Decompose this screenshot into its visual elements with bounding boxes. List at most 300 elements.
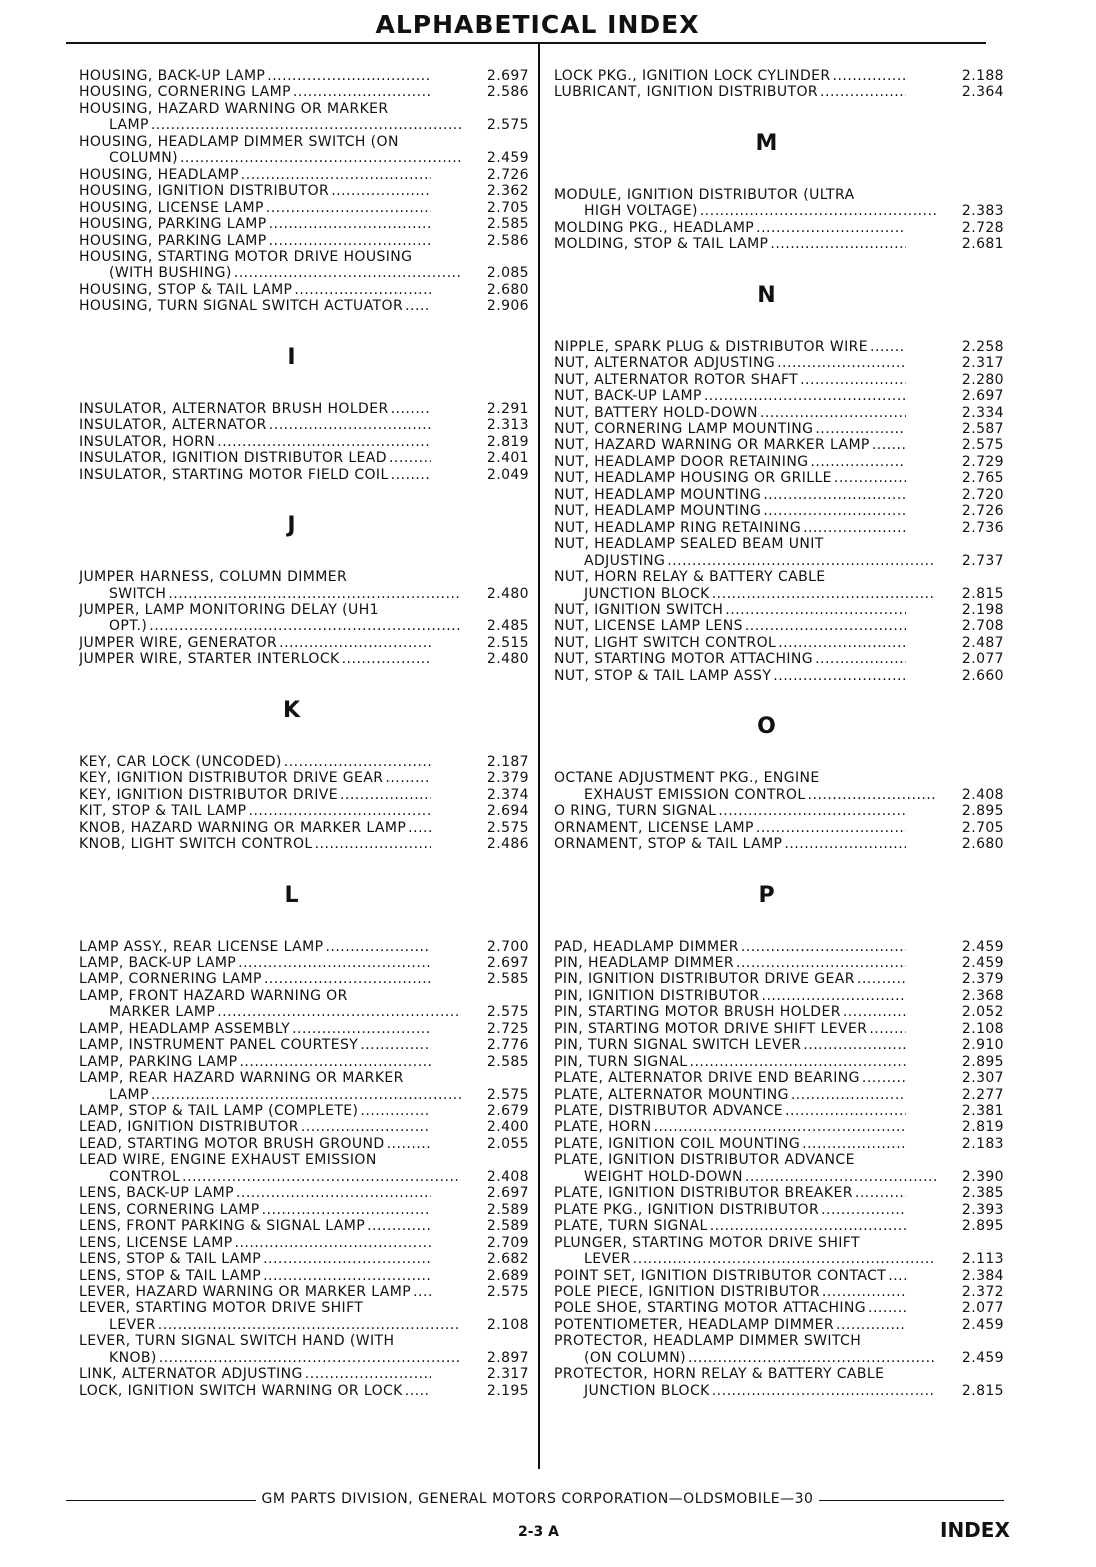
- entry-page-number: 2.480: [486, 651, 529, 668]
- entry-page-number: 2.697: [486, 954, 529, 971]
- entry-page-number: 2.575: [961, 437, 1004, 454]
- index-entry: [79, 249, 529, 282]
- index-entry: [554, 971, 1004, 987]
- entry-label: NUT, HEADLAMP RING RETAINING: [554, 519, 802, 536]
- entry-page-number: 2.408: [486, 1168, 529, 1185]
- index-entry: [79, 1251, 529, 1267]
- index-entry: [79, 770, 529, 786]
- entry-page-number: 2.362: [486, 183, 529, 200]
- page-number: 2-3 A: [518, 1524, 560, 1540]
- index-entry: [79, 450, 529, 466]
- index-entry: [554, 520, 1004, 536]
- index-entry: [79, 820, 529, 836]
- index-section: [554, 853, 1004, 1400]
- entry-page-number: 2.680: [486, 281, 529, 298]
- index-entry: [79, 1366, 529, 1382]
- index-entry: [79, 134, 529, 167]
- entry-label: NUT, HORN RELAY & BATTERY CABLE: [554, 569, 826, 586]
- section-letter: K: [282, 697, 301, 723]
- index-entry: [554, 437, 1004, 453]
- footer-publisher: [0, 1491, 1075, 1507]
- entry-label: NUT, HEADLAMP MOUNTING: [554, 486, 762, 503]
- entry-page-number: 2.195: [486, 1382, 529, 1399]
- entry-label: LOCK PKG., IGNITION LOCK CYLINDER: [554, 68, 831, 84]
- entry-label: LAMP ASSY., REAR LICENSE LAMP: [79, 938, 324, 955]
- entry-page-number: 2.589: [486, 1201, 529, 1218]
- index-entry: [79, 754, 529, 770]
- index-entry: [79, 183, 529, 199]
- entry-page-number: 2.480: [486, 585, 529, 602]
- index-entry: [79, 216, 529, 232]
- entry-page-number: 2.689: [486, 1267, 529, 1284]
- entry-page-number: 2.575: [486, 1004, 529, 1021]
- entry-label: LAMP: [109, 117, 149, 134]
- entry-page-number: 2.776: [486, 1037, 529, 1054]
- index-entry: [554, 536, 1004, 569]
- entry-label: PLUNGER, STARTING MOTOR DRIVE SHIFT: [554, 1234, 860, 1251]
- entry-page-number: 2.736: [961, 519, 1004, 536]
- entry-page-number: 2.726: [961, 503, 1004, 520]
- entry-label: NUT, HEADLAMP MOUNTING: [554, 503, 762, 520]
- entry-label: KNOB): [109, 1349, 157, 1366]
- index-section: [554, 68, 1004, 101]
- page-title: ALPHABETICAL INDEX: [375, 10, 700, 39]
- index-entry: [554, 1070, 1004, 1086]
- entry-page-number: 2.258: [961, 338, 1004, 355]
- entry-page-number: 2.586: [486, 84, 529, 101]
- index-entry: [554, 1284, 1004, 1300]
- entry-label: JUNCTION BLOCK: [584, 1382, 710, 1399]
- index-entry: [554, 421, 1004, 437]
- entry-page-number: 2.660: [961, 667, 1004, 684]
- entry-label: PIN, STARTING MOTOR DRIVE SHIFT LEVER: [554, 1020, 868, 1037]
- index-entry: [79, 68, 529, 84]
- entry-page-number: 2.108: [961, 1020, 1004, 1037]
- entry-label: LEAD WIRE, ENGINE EXHAUST EMISSION: [79, 1152, 377, 1169]
- entry-label: HOUSING, PARKING LAMP: [79, 216, 267, 233]
- index-section: [79, 668, 529, 853]
- entry-label: JUMPER HARNESS, COLUMN DIMMER: [79, 569, 348, 586]
- entry-page-number: 2.587: [961, 420, 1004, 437]
- index-entry: [79, 1152, 529, 1185]
- entry-page-number: 2.682: [486, 1251, 529, 1268]
- entry-page-number: 2.815: [961, 1382, 1004, 1399]
- entry-page-number: 2.709: [486, 1234, 529, 1251]
- entry-page-number: 2.575: [486, 1086, 529, 1103]
- entry-page-number: 2.910: [961, 1037, 1004, 1054]
- entry-page-number: 2.697: [961, 388, 1004, 405]
- entry-label: NUT, HEADLAMP HOUSING OR GRILLE: [554, 470, 832, 487]
- entry-page-number: 2.725: [486, 1020, 529, 1037]
- index-entry: [554, 1300, 1004, 1316]
- section-letter: O: [757, 714, 776, 740]
- entry-page-number: 2.374: [486, 786, 529, 803]
- index-entry: [79, 1300, 529, 1333]
- footer-publisher-text: GM PARTS DIVISION, GENERAL MOTORS CORPORATION—OLDSMOBILE—30: [256, 1491, 820, 1507]
- entry-page-number: 2.459: [961, 1349, 1004, 1366]
- index-entry: [554, 1218, 1004, 1234]
- entry-page-number: 2.383: [961, 203, 1004, 220]
- entry-label: NUT, STARTING MOTOR ATTACHING: [554, 651, 814, 668]
- entry-label: POINT SET, IGNITION DISTRIBUTOR CONTACT: [554, 1267, 887, 1284]
- entry-page-number: 2.317: [486, 1366, 529, 1383]
- entry-page-number: 2.729: [961, 453, 1004, 470]
- entry-page-number: 2.720: [961, 486, 1004, 503]
- entry-page-number: 2.307: [961, 1070, 1004, 1087]
- entry-page-number: 2.680: [961, 836, 1004, 853]
- entry-page-number: 2.077: [961, 1300, 1004, 1317]
- index-entry: [554, 1054, 1004, 1070]
- index-section: [79, 68, 529, 315]
- entry-label: LAMP, PARKING LAMP: [79, 1053, 238, 1070]
- entry-label: NUT, HEADLAMP SEALED BEAM UNIT: [554, 536, 824, 553]
- entry-page-number: 2.317: [961, 355, 1004, 372]
- entry-page-number: 2.052: [961, 1004, 1004, 1021]
- entry-label: LUBRICANT, IGNITION DISTRIBUTOR: [554, 84, 819, 101]
- left-column: [79, 68, 529, 1399]
- entry-page-number: 2.385: [961, 1185, 1004, 1202]
- entry-label: HOUSING, PARKING LAMP: [79, 232, 267, 249]
- entry-label: LOCK, IGNITION SWITCH WARNING OR LOCK: [79, 1382, 403, 1399]
- entry-label: PLATE, DISTRIBUTOR ADVANCE: [554, 1103, 784, 1120]
- index-entry: [554, 618, 1004, 634]
- index-entry: [79, 787, 529, 803]
- entry-page-number: 2.815: [961, 585, 1004, 602]
- entry-label: LENS, BACK-UP LAMP: [79, 1185, 234, 1202]
- entry-label: JUNCTION BLOCK: [584, 585, 710, 602]
- index-section: [554, 684, 1004, 852]
- entry-page-number: 2.368: [961, 987, 1004, 1004]
- index-entry: [554, 770, 1004, 803]
- entry-page-number: 2.737: [961, 552, 1004, 569]
- entry-label: LAMP, CORNERING LAMP: [79, 971, 262, 988]
- entry-label: PLATE, HORN: [554, 1119, 652, 1136]
- entry-label: INSULATOR, IGNITION DISTRIBUTOR LEAD: [79, 450, 387, 467]
- entry-label: EXHAUST EMISSION CONTROL: [584, 786, 806, 803]
- index-section: [79, 315, 529, 483]
- entry-label: LAMP, HEADLAMP ASSEMBLY: [79, 1020, 291, 1037]
- entry-page-number: 2.515: [486, 634, 529, 651]
- entry-label: SWITCH: [109, 585, 167, 602]
- entry-label: HOUSING, HEADLAMP: [79, 166, 239, 183]
- entry-label: LEAD, STARTING MOTOR BRUSH GROUND: [79, 1135, 385, 1152]
- entry-label: KNOB, LIGHT SWITCH CONTROL: [79, 836, 313, 853]
- entry-label: HOUSING, CORNERING LAMP: [79, 84, 291, 101]
- index-entry: [554, 1136, 1004, 1152]
- entry-page-number: 2.291: [486, 400, 529, 417]
- section-letter: L: [284, 882, 299, 908]
- entry-label: HOUSING, IGNITION DISTRIBUTOR: [79, 183, 330, 200]
- index-entry: [554, 569, 1004, 602]
- index-entry: [554, 454, 1004, 470]
- index-entry: [79, 1284, 529, 1300]
- entry-label: LEVER, HAZARD WARNING OR MARKER LAMP: [79, 1284, 412, 1301]
- entry-page-number: 2.765: [961, 470, 1004, 487]
- index-entry: [554, 1333, 1004, 1366]
- section-letter: M: [755, 130, 778, 156]
- entry-page-number: 2.390: [961, 1168, 1004, 1185]
- entry-page-number: 2.485: [486, 618, 529, 635]
- index-entry: [554, 1037, 1004, 1053]
- entry-label: JUMPER, LAMP MONITORING DELAY (UH1: [79, 601, 379, 618]
- entry-page-number: 2.575: [486, 117, 529, 134]
- index-entry: [554, 187, 1004, 220]
- entry-page-number: 2.384: [961, 1267, 1004, 1284]
- entry-label: NUT, BATTERY HOLD-DOWN: [554, 404, 758, 421]
- entry-page-number: 2.679: [486, 1103, 529, 1120]
- entry-label: HOUSING, TURN SIGNAL SWITCH ACTUATOR: [79, 298, 404, 315]
- entry-page-number: 2.372: [961, 1284, 1004, 1301]
- entry-page-number: 2.393: [961, 1201, 1004, 1218]
- entry-label: ORNAMENT, LICENSE LAMP: [554, 819, 754, 836]
- index-entry: [554, 1235, 1004, 1268]
- section-letter: N: [757, 282, 776, 308]
- entry-page-number: 2.585: [486, 1053, 529, 1070]
- entry-label: LEVER: [584, 1251, 631, 1268]
- index-entry: [554, 220, 1004, 236]
- entry-label: O RING, TURN SIGNAL: [554, 803, 717, 820]
- entry-label: LAMP, FRONT HAZARD WARNING OR: [79, 987, 348, 1004]
- entry-label: PROTECTOR, HEADLAMP DIMMER SWITCH: [554, 1333, 862, 1350]
- entry-page-number: 2.381: [961, 1103, 1004, 1120]
- entry-page-number: 2.459: [961, 1316, 1004, 1333]
- index-entry: [79, 1103, 529, 1119]
- entry-label: HOUSING, BACK-UP LAMP: [79, 68, 266, 84]
- entry-page-number: 2.895: [961, 1218, 1004, 1235]
- entry-label: PLATE PKG., IGNITION DISTRIBUTOR: [554, 1201, 820, 1218]
- entry-page-number: 2.187: [486, 753, 529, 770]
- entry-label: NUT, ALTERNATOR ADJUSTING: [554, 355, 776, 372]
- entry-label: PLATE, ALTERNATOR MOUNTING: [554, 1086, 789, 1103]
- index-entry: [554, 1317, 1004, 1333]
- entry-page-number: 2.280: [961, 371, 1004, 388]
- entry-label: NUT, LIGHT SWITCH CONTROL: [554, 634, 777, 651]
- index-entry: [554, 68, 1004, 84]
- index-entry: [554, 836, 1004, 852]
- entry-label: LEAD, IGNITION DISTRIBUTOR: [79, 1119, 299, 1136]
- index-section: [554, 253, 1004, 685]
- entry-page-number: 2.183: [961, 1135, 1004, 1152]
- entry-label: OCTANE ADJUSTMENT PKG., ENGINE: [554, 770, 820, 787]
- entry-page-number: 2.575: [486, 1284, 529, 1301]
- index-entry: [79, 1235, 529, 1251]
- entry-label: INSULATOR, STARTING MOTOR FIELD COIL: [79, 466, 389, 483]
- entry-label: PLATE, IGNITION DISTRIBUTOR ADVANCE: [554, 1152, 855, 1169]
- entry-label: NUT, STOP & TAIL LAMP ASSY: [554, 667, 772, 684]
- entry-label: LENS, CORNERING LAMP: [79, 1201, 260, 1218]
- entry-label: KNOB, HAZARD WARNING OR MARKER LAMP: [79, 819, 407, 836]
- entry-label: PIN, TURN SIGNAL SWITCH LEVER: [554, 1037, 802, 1054]
- entry-label: NUT, LICENSE LAMP LENS: [554, 618, 743, 635]
- index-entry: [554, 470, 1004, 486]
- index-entry: [554, 503, 1004, 519]
- entry-page-number: 2.585: [486, 216, 529, 233]
- entry-page-number: 2.589: [486, 1218, 529, 1235]
- entry-label: NUT, CORNERING LAMP MOUNTING: [554, 420, 814, 437]
- index-entry: [79, 298, 529, 314]
- entry-label: MODULE, IGNITION DISTRIBUTOR (ULTRA: [554, 186, 855, 203]
- index-entry: [79, 1136, 529, 1152]
- index-entry: [554, 1004, 1004, 1020]
- entry-page-number: 2.379: [486, 770, 529, 787]
- entry-label: PIN, IGNITION DISTRIBUTOR DRIVE GEAR: [554, 971, 855, 988]
- entry-page-number: 2.277: [961, 1086, 1004, 1103]
- entry-page-number: 2.708: [961, 618, 1004, 635]
- entry-label: OPT.): [109, 618, 148, 635]
- entry-label: KIT, STOP & TAIL LAMP: [79, 803, 247, 820]
- index-entry: [79, 988, 529, 1021]
- entry-label: KEY, IGNITION DISTRIBUTOR DRIVE GEAR: [79, 770, 384, 787]
- index-entry: [79, 1070, 529, 1103]
- index-entry: [79, 282, 529, 298]
- entry-page-number: 2.085: [486, 265, 529, 282]
- entry-page-number: 2.055: [486, 1135, 529, 1152]
- entry-label: LENS, STOP & TAIL LAMP: [79, 1267, 262, 1284]
- entry-label: INSULATOR, ALTERNATOR: [79, 417, 267, 434]
- index-entry: [79, 1037, 529, 1053]
- entry-label: LENS, FRONT PARKING & SIGNAL LAMP: [79, 1218, 366, 1235]
- entry-label: PLATE, ALTERNATOR DRIVE END BEARING: [554, 1070, 860, 1087]
- index-entry: [79, 167, 529, 183]
- index-entry: [79, 1383, 529, 1399]
- entry-label: PLATE, IGNITION COIL MOUNTING: [554, 1135, 801, 1152]
- entry-label: MOLDING, STOP & TAIL LAMP: [554, 236, 769, 253]
- entry-label: MOLDING PKG., HEADLAMP: [554, 219, 755, 236]
- index-section: [79, 853, 529, 1400]
- entry-label: NUT, IGNITION SWITCH: [554, 601, 724, 618]
- index-entry: [554, 635, 1004, 651]
- entry-label: JUMPER WIRE, STARTER INTERLOCK: [79, 651, 340, 668]
- entry-page-number: 2.459: [961, 938, 1004, 955]
- entry-label: NUT, ALTERNATOR ROTOR SHAFT: [554, 371, 799, 388]
- entry-page-number: 2.906: [486, 298, 529, 315]
- entry-page-number: 2.049: [486, 466, 529, 483]
- index-entry: [79, 401, 529, 417]
- entry-page-number: 2.585: [486, 971, 529, 988]
- index-entry: [79, 939, 529, 955]
- index-entry: [79, 417, 529, 433]
- index-entry: [554, 1087, 1004, 1103]
- index-entry: [79, 1333, 529, 1366]
- entry-page-number: 2.334: [961, 404, 1004, 421]
- right-column: [554, 68, 1004, 1399]
- entry-page-number: 2.681: [961, 236, 1004, 253]
- entry-page-number: 2.408: [961, 786, 1004, 803]
- index-entry: [554, 1202, 1004, 1218]
- index-entry: [79, 1054, 529, 1070]
- index-entry: [79, 1268, 529, 1284]
- section-letter: P: [758, 882, 775, 908]
- entry-label: ADJUSTING: [584, 552, 666, 569]
- entry-page-number: 2.705: [961, 819, 1004, 836]
- index-entry: [79, 803, 529, 819]
- index-entry: [554, 236, 1004, 252]
- index-entry: [79, 635, 529, 651]
- entry-label: POTENTIOMETER, HEADLAMP DIMMER: [554, 1316, 835, 1333]
- entry-label: MARKER LAMP: [109, 1004, 216, 1021]
- entry-label: POLE PIECE, IGNITION DISTRIBUTOR: [554, 1284, 820, 1301]
- section-letter: I: [287, 344, 296, 370]
- entry-label: HOUSING, LICENSE LAMP: [79, 199, 264, 216]
- entry-page-number: 2.077: [961, 651, 1004, 668]
- section-label: INDEX: [940, 1518, 1010, 1542]
- index-entry: [554, 405, 1004, 421]
- index-entry: [79, 1119, 529, 1135]
- entry-label: NIPPLE, SPARK PLUG & DISTRIBUTOR WIRE: [554, 338, 869, 355]
- index-entry: [79, 1218, 529, 1234]
- entry-label: HOUSING, STARTING MOTOR DRIVE HOUSING: [79, 248, 413, 265]
- entry-label: LAMP, INSTRUMENT PANEL COURTESY: [79, 1037, 359, 1054]
- entry-label: LAMP, STOP & TAIL LAMP (COMPLETE): [79, 1103, 359, 1120]
- index-entry: [554, 1366, 1004, 1399]
- entry-page-number: 2.400: [486, 1119, 529, 1136]
- entry-page-number: 2.188: [961, 68, 1004, 84]
- index-entry: [79, 200, 529, 216]
- entry-label: JUMPER WIRE, GENERATOR: [79, 634, 278, 651]
- index-entry: [79, 602, 529, 635]
- entry-page-number: 2.486: [486, 836, 529, 853]
- index-entry: [554, 372, 1004, 388]
- entry-label: PIN, IGNITION DISTRIBUTOR: [554, 987, 760, 1004]
- index-entry: [79, 84, 529, 100]
- entry-label: PIN, HEADLAMP DIMMER: [554, 954, 734, 971]
- entry-label: (WITH BUSHING): [109, 265, 232, 282]
- entry-label: CONTROL: [109, 1168, 181, 1185]
- index-entry: [554, 988, 1004, 1004]
- entry-label: LAMP, BACK-UP LAMP: [79, 954, 237, 971]
- entry-page-number: 2.897: [486, 1349, 529, 1366]
- entry-page-number: 2.694: [486, 803, 529, 820]
- entry-label: LENS, STOP & TAIL LAMP: [79, 1251, 262, 1268]
- entry-page-number: 2.198: [961, 601, 1004, 618]
- index-entry: [554, 84, 1004, 100]
- index-entry: [79, 1021, 529, 1037]
- index-section: [79, 483, 529, 668]
- entry-label: HOUSING, HAZARD WARNING OR MARKER: [79, 100, 389, 117]
- entry-page-number: 2.819: [961, 1119, 1004, 1136]
- entry-page-number: 2.313: [486, 417, 529, 434]
- index-entry: [554, 1021, 1004, 1037]
- entry-label: NUT, BACK-UP LAMP: [554, 388, 702, 405]
- entry-label: (ON COLUMN): [584, 1349, 686, 1366]
- entry-page-number: 2.487: [961, 634, 1004, 651]
- index-entry: [554, 939, 1004, 955]
- index-entry: [554, 388, 1004, 404]
- entry-label: INSULATOR, HORN: [79, 433, 216, 450]
- index-entry: [554, 1185, 1004, 1201]
- index-entry: [554, 651, 1004, 667]
- entry-page-number: 2.459: [486, 150, 529, 167]
- index-entry: [79, 233, 529, 249]
- entry-label: NUT, HEADLAMP DOOR RETAINING: [554, 453, 809, 470]
- entry-label: PIN, TURN SIGNAL: [554, 1053, 688, 1070]
- entry-label: ORNAMENT, STOP & TAIL LAMP: [554, 836, 783, 853]
- entry-label: POLE SHOE, STARTING MOTOR ATTACHING: [554, 1300, 867, 1317]
- index-entry: [79, 955, 529, 971]
- entry-label: PLATE, IGNITION DISTRIBUTOR BREAKER: [554, 1185, 853, 1202]
- entry-label: PLATE, TURN SIGNAL: [554, 1218, 708, 1235]
- index-entry: [79, 651, 529, 667]
- entry-page-number: 2.705: [486, 199, 529, 216]
- entry-page-number: 2.728: [961, 219, 1004, 236]
- index-entry: [554, 487, 1004, 503]
- index-entry: [554, 1268, 1004, 1284]
- index-entry: [79, 467, 529, 483]
- index-entry: [554, 1103, 1004, 1119]
- entry-page-number: 2.700: [486, 938, 529, 955]
- entry-page-number: 2.895: [961, 803, 1004, 820]
- index-entry: [79, 569, 529, 602]
